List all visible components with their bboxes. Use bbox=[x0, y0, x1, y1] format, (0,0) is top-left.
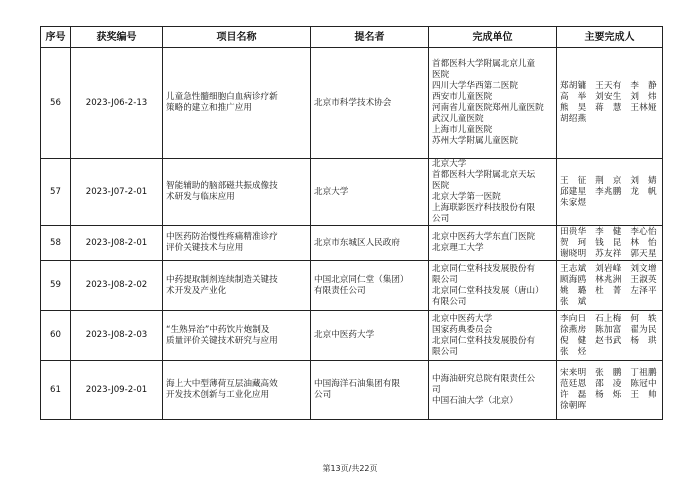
cell-seq: 56 bbox=[41, 48, 71, 159]
cell-people-line: 宋来明 张 鹏 丁祖鹏 bbox=[560, 368, 657, 378]
cell-units bbox=[429, 226, 557, 261]
cell-units-line: 首都医科大学附属北京儿童 bbox=[432, 59, 536, 69]
cell-project-line: 中医药防治慢性疼痛精准诊疗 bbox=[166, 232, 278, 242]
cell-project-line: 术研发与临床应用 bbox=[166, 192, 235, 202]
cell-units-line: 北京理工大学 bbox=[432, 243, 484, 253]
cell-units-line: 北京大学 bbox=[432, 159, 467, 169]
cell-people-line: 田贵华 李 健 李心怡 bbox=[560, 226, 657, 237]
cell-units-line: 苏州大学附属儿童医院 bbox=[432, 136, 518, 146]
cell-project-line: 评价关键技术与应用 bbox=[166, 243, 244, 253]
cell-nominator bbox=[311, 261, 429, 311]
cell-units-line: 武汉儿童医院 bbox=[432, 114, 484, 124]
cell-units-line: 国家药典委员会 bbox=[432, 324, 493, 335]
cell-units-line: 北京中医药大学东直门医院 bbox=[432, 232, 536, 242]
cell-project bbox=[163, 226, 311, 261]
cell-people bbox=[557, 159, 663, 226]
cell-people-line: 熊 昊 蒋 慧 王林娅 bbox=[560, 103, 657, 113]
cell-units-line: 北京中医药大学 bbox=[432, 313, 493, 324]
cell-project bbox=[163, 159, 311, 226]
cell-people-line: 谢晓明 苏友祥 郭天星 bbox=[560, 248, 657, 259]
cell-units-line: 医院 bbox=[432, 181, 450, 191]
cell-people-line: 范廷恩 邵 凌 陈冠中 bbox=[560, 379, 657, 389]
cell-seq: 59 bbox=[41, 261, 71, 311]
cell-people-line: 胡绍燕 bbox=[560, 114, 587, 124]
cell-units-line: 北京大学第一医院 bbox=[432, 192, 501, 202]
cell-units-line: 上海联影医疗科技股份有限 bbox=[432, 203, 536, 213]
cell-code: 2023-J08-2-01 bbox=[71, 226, 163, 261]
cell-project-line: 术开发及产业化 bbox=[166, 285, 227, 296]
cell-project bbox=[163, 361, 311, 420]
cell-units bbox=[429, 159, 557, 226]
cell-units-line: 中国石油大学（北京） bbox=[432, 395, 518, 406]
cell-units-line: 首都医科大学附属北京天坛 bbox=[432, 170, 536, 180]
table-row bbox=[41, 159, 663, 226]
header-nominator: 提名者 bbox=[311, 27, 429, 48]
page-number: 第13页/共22页 bbox=[322, 464, 378, 473]
cell-units-line: 西安市儿童医院 bbox=[432, 92, 493, 102]
cell-people-line: 高 举 刘安生 刘 炜 bbox=[560, 92, 657, 102]
cell-units-line: 上海市儿童医院 bbox=[432, 125, 493, 135]
cell-project-line: 智能辅助的脑部磁共振成像技 bbox=[166, 181, 278, 191]
cell-units-line: 北京同仁堂科技发展股份有 bbox=[432, 335, 536, 346]
cell-people-line: 张 烃 bbox=[560, 346, 587, 357]
cell-units-line: 有限公司 bbox=[432, 296, 467, 307]
header-units: 完成单位 bbox=[429, 27, 557, 48]
cell-units bbox=[429, 361, 557, 420]
cell-seq: 61 bbox=[41, 361, 71, 420]
cell-people-line: 姚 璐 杜 菁 左泽平 bbox=[560, 285, 657, 296]
cell-units-line: 北京同仁堂科技发展（唐山） bbox=[432, 285, 544, 296]
cell-nominator-line: 中国北京同仁堂（集团） bbox=[314, 274, 409, 285]
cell-people bbox=[557, 226, 663, 261]
header-code: 获奖编号 bbox=[71, 27, 163, 48]
cell-people-line: 贺 珂 钱 昆 林 怡 bbox=[560, 237, 657, 248]
cell-seq: 58 bbox=[41, 226, 71, 261]
cell-nominator-line: 北京大学 bbox=[314, 186, 349, 197]
table-row bbox=[41, 261, 663, 311]
cell-people-line: 许 磊 杨 烁 王 帅 bbox=[560, 390, 657, 400]
cell-people-line: 顾海鸥 林兆洲 王淑英 bbox=[560, 274, 657, 285]
cell-people-line: 邱建星 李兆鹏 龙 帆 bbox=[560, 186, 657, 197]
cell-units bbox=[429, 311, 557, 361]
cell-people-line: 王 征 荆 京 刘 婧 bbox=[560, 175, 657, 186]
cell-units-line: 北京同仁堂科技发展股份有 bbox=[432, 263, 536, 274]
cell-units-line: 限公司 bbox=[432, 274, 458, 285]
cell-code: 2023-J08-2-02 bbox=[71, 261, 163, 311]
table-row bbox=[41, 361, 663, 420]
cell-project-line: “生熟异治”中药饮片炮制及 bbox=[166, 324, 270, 335]
cell-nominator bbox=[311, 48, 429, 159]
table-body bbox=[41, 48, 663, 420]
cell-people-line: 徐燕房 陈加富 翟为民 bbox=[560, 324, 657, 335]
cell-project bbox=[163, 311, 311, 361]
cell-project-line: 质量评价关键技术研究与应用 bbox=[166, 335, 278, 346]
table-row bbox=[41, 226, 663, 261]
cell-nominator-line: 北京市东城区人民政府 bbox=[314, 237, 400, 248]
cell-units-line: 限公司 bbox=[432, 346, 458, 357]
cell-project-line: 海上大中型薄荷互层油藏高效 bbox=[166, 379, 278, 389]
cell-nominator-line: 有限责任公司 bbox=[314, 285, 366, 296]
cell-units-line: 河南省儿童医院郑州儿童医院 bbox=[432, 103, 544, 113]
table-row bbox=[41, 48, 663, 159]
cell-nominator bbox=[311, 361, 429, 420]
cell-units bbox=[429, 48, 557, 159]
header-seq: 序号 bbox=[41, 27, 71, 48]
cell-nominator-line: 中国海洋石油集团有限 bbox=[314, 379, 400, 389]
cell-people bbox=[557, 311, 663, 361]
cell-project bbox=[163, 48, 311, 159]
cell-people bbox=[557, 261, 663, 311]
cell-units bbox=[429, 261, 557, 311]
header-project: 项目名称 bbox=[163, 27, 311, 48]
cell-people-line: 张 斌 bbox=[560, 296, 587, 307]
cell-project-line: 中药提取制剂连续制造关键技 bbox=[166, 274, 278, 285]
cell-people-line: 倪 健 赵书武 杨 珙 bbox=[560, 335, 657, 346]
cell-units-line: 中海油研究总院有限责任公 bbox=[432, 373, 536, 384]
cell-code: 2023-J06-2-13 bbox=[71, 48, 163, 159]
cell-units-line: 司 bbox=[432, 384, 441, 395]
cell-project-line: 策略的建立和推广应用 bbox=[166, 103, 252, 113]
cell-code: 2023-J07-2-01 bbox=[71, 159, 163, 226]
cell-nominator-line: 公司 bbox=[314, 390, 332, 400]
header-people: 主要完成人 bbox=[557, 27, 663, 48]
cell-nominator bbox=[311, 226, 429, 261]
cell-people bbox=[557, 48, 663, 159]
cell-people-line: 朱家煜 bbox=[560, 197, 587, 208]
cell-people-line: 李向日 石上梅 何 轶 bbox=[560, 313, 657, 324]
cell-people-line: 徐朝晖 bbox=[560, 401, 587, 411]
cell-nominator-line: 北京市科学技术协会 bbox=[314, 97, 392, 108]
cell-people bbox=[557, 361, 663, 420]
cell-nominator bbox=[311, 159, 429, 226]
cell-seq: 60 bbox=[41, 311, 71, 361]
cell-seq: 57 bbox=[41, 159, 71, 226]
cell-project-line: 开发技术创新与工业化应用 bbox=[166, 390, 270, 400]
cell-people-line: 郑胡镛 王天有 李 静 bbox=[560, 81, 657, 91]
cell-units-line: 公司 bbox=[432, 214, 450, 224]
cell-nominator-line: 北京中医药大学 bbox=[314, 330, 375, 340]
cell-project-line: 儿童急性髓细胞白血病诊疗新 bbox=[166, 92, 278, 102]
cell-project bbox=[163, 261, 311, 311]
cell-units-line: 医院 bbox=[432, 70, 450, 80]
cell-units-line: 四川大学华西第二医院 bbox=[432, 81, 518, 91]
cell-people-line: 王志斌 刘岩峰 刘文增 bbox=[560, 263, 657, 274]
header-row bbox=[41, 27, 663, 48]
awards-table bbox=[40, 26, 663, 420]
table-row bbox=[41, 311, 663, 361]
cell-code: 2023-J09-2-01 bbox=[71, 361, 163, 420]
cell-nominator bbox=[311, 311, 429, 361]
cell-code: 2023-J08-2-03 bbox=[71, 311, 163, 361]
